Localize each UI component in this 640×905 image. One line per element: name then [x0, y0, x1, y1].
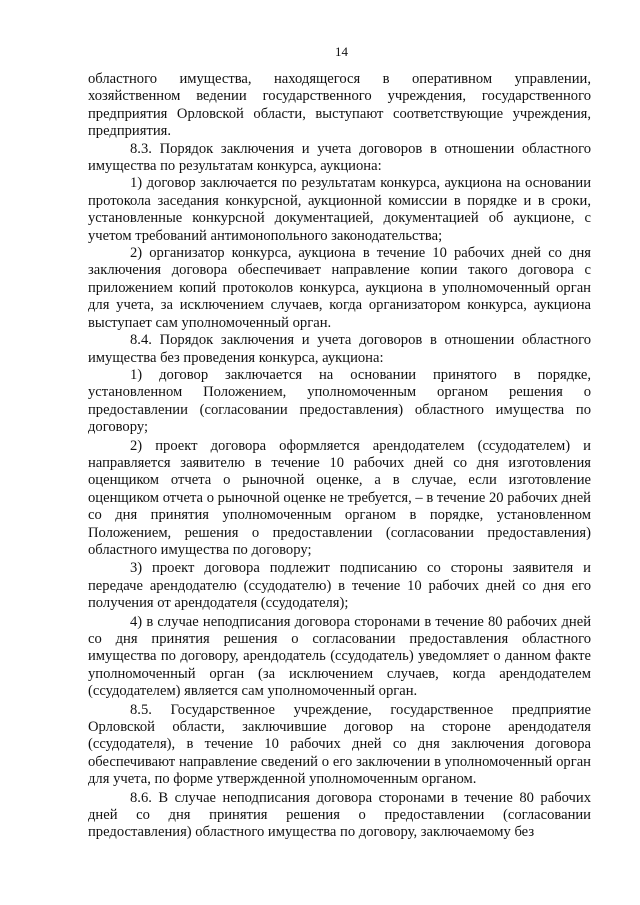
paragraph-continuation: областного имущества, находящегося в оперативном управлении, хозяйственном ведении государственного учреждения, государственного предприятия Орловской области, выступают соответствующие учреждения, предприятия. [88, 71, 591, 140]
document-body [88, 71, 591, 842]
paragraph-8-3-item-2: 2) организатор конкурса, аукциона в течение 10 рабочих дней со дня заключения договора обеспечивает направление копии такого договора с приложением копий протоколов конкурса, аукциона в уполномоченный орган для учета, за исключением случаев, когда организатором конкурса, аукциона выступает сам уполномоченный орган. [88, 245, 591, 331]
paragraph-8-4-item-3: 3) проект договора подлежит подписанию со стороны заявителя и передаче арендодателю (ссудодателю) в течение 10 рабочих дней со дня его получения от арендодателя (ссудодателя); [88, 560, 591, 612]
paragraph-8-4-item-1: 1) договор заключается на основании принятого в порядке, установленном Положением, уполномоченным органом решения о предоставлении (согласовании предоставления) областного имущества по договору; [88, 366, 591, 436]
paragraph-8-4-item-4: 4) в случае неподписания договора сторонами в течение 80 рабочих дней со дня принятия решения о согласовании предоставления областного имущества по договору, арендодатель (ссудодатель) уведомляет о данном факте уполномоченный орган (за исключением случаев, когда арендодателем (ссудодателем) является сам уполномоченный орган. [88, 613, 591, 700]
paragraph-8-6: 8.6. В случае неподписания договора сторонами в течение 80 рабочих дней со дня принятия решения о предоставлении (согласовании предоставления) областного имущества по договору, заключаемому без [88, 789, 591, 841]
paragraph-8-5: 8.5. Государственное учреждение, государственное предприятие Орловской области, заключившие договор на стороне арендодателя (ссудодателя), в течение 10 рабочих дней со дня заключения договора обеспечивают направление сведений о его заключении в уполномоченный орган для учета, по форме утвержденной уполномоченным органом. [88, 701, 591, 788]
paragraph-8-3-item-1: 1) договор заключается по результатам конкурса, аукциона на основании протокола заседания конкурсной, аукционной комиссии в порядке и в сроки, установленные конкурсной документацией, документацией об аукционе, с учетом требований антимонопольного законодательства; [88, 175, 591, 244]
paragraph-8-4: 8.4. Порядок заключения и учета договоров в отношении областного имущества без проведения конкурса, аукциона: [88, 332, 591, 366]
page-number: 14 [335, 44, 348, 59]
paragraph-8-4-item-2: 2) проект договора оформляется арендодателем (ссудодателем) и направляется заявителю в течение 10 рабочих дней со дня изготовления оценщиком отчета о рыночной оценке, а в случае, если изготовление оценщиком отчета о рыночной оценке не требуется, – в течение 20 рабочих дней со дня принятия уполномоченным органом в порядке, установленном Положением, решения о предоставлении (согласовании предоставления) областного имущества по договору; [88, 437, 591, 558]
paragraph-8-3: 8.3. Порядок заключения и учета договоров в отношении областного имущества по результатам конкурса, аукциона: [88, 140, 591, 175]
document-page [88, 44, 591, 842]
